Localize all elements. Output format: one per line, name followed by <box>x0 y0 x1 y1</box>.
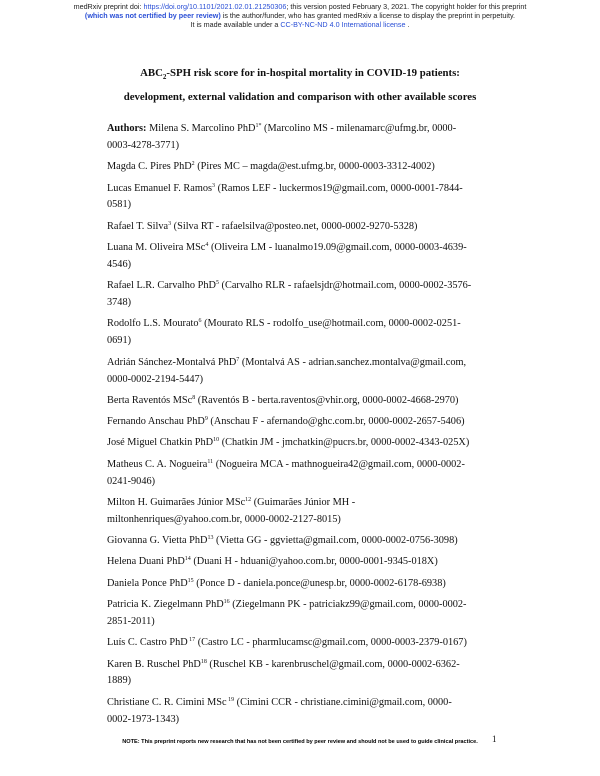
author-contact: (Marcolino MS - milenamarc@ufmg.br, 0000- <box>261 123 457 134</box>
author-name: Matheus C. A. Nogueira <box>107 458 208 470</box>
author-entry <box>107 597 502 631</box>
affiliation-number: 2 <box>191 161 195 168</box>
author-list <box>107 121 502 733</box>
author-contact: (Ruschel KB - karenbruschel@gmail.com, 0000-0002-6362- <box>206 658 460 670</box>
affiliation-number: 4 <box>205 242 209 248</box>
author-entry <box>107 181 502 215</box>
author-contact: (Guimarães Júnior MH - <box>251 496 356 508</box>
author-name: Rodolfo L.S. Mourato <box>107 318 199 330</box>
author-contact-cont: 0241-9046) <box>107 475 156 487</box>
author-name: Luís C. Castro PhD <box>107 637 188 649</box>
affiliation-number: 10 <box>213 437 220 444</box>
author-contact: (Silva RT - rafaelsilva@posteo.net, 0000-0002-9270-5328) <box>171 220 418 232</box>
author-contact: (Raventós B - berta.raventos@vhir.org, 0000-0002-4668-2970) <box>195 394 459 406</box>
author-contact-cont: 0581) <box>107 199 132 211</box>
author-name: Rafael L.R. Carvalho PhD <box>107 280 216 292</box>
affiliation-number: 14 <box>184 556 191 563</box>
author-contact: (Nogueira MCA - mathnogueira42@gmail.com, 0000-0002- <box>213 458 465 470</box>
affiliation-number: 11 <box>207 458 214 465</box>
author-contact: (Ramos LEF - luckermos19@gmail.com, 0000-0001-7844- <box>215 182 463 194</box>
affiliation-number: 16 <box>223 599 230 605</box>
author-name: Adrián Sánchez-Montalvá PhD <box>107 356 237 368</box>
author-contact-cont: 3748) <box>107 297 132 309</box>
author-contact: (Vietta GG - ggvietta@gmail.com, 0000-0002-0756-3098) <box>213 535 458 547</box>
authors-label: Authors: <box>107 123 147 134</box>
author-name: Giovanna G. Vietta PhD <box>107 535 208 547</box>
author-contact: (Chatkin JM - jmchatkin@pucrs.br, 0000-0002-4343-025X) <box>219 437 470 449</box>
author-entry <box>107 159 502 176</box>
title-line-2: development, external validation and comparison with other available scores <box>123 91 477 104</box>
author-name: Daniela Ponce PhD <box>107 577 188 589</box>
affiliation-number: 5 <box>215 280 219 287</box>
doi-link[interactable]: https://doi.org/10.1101/2021.02.01.21250306 <box>143 2 287 11</box>
header-line-2: (which was not certified by peer review) is the author/funder, who has granted medRxiv a license to display the preprint in perpetuity. <box>84 11 516 20</box>
author-entry <box>107 495 502 529</box>
author-entry <box>107 219 502 236</box>
header-line-3: It is made available under a CC-BY-NC-ND 4.0 International license . <box>190 20 410 29</box>
preprint-footer-note: NOTE: This preprint reports new research that has not been certified by peer review and should not be used to guide clinical practice. <box>122 739 478 745</box>
author-name: Milena S. Marcolino PhD <box>149 123 256 134</box>
author-contact: (Castro LC - pharmlucamsc@gmail.com, 0000-0003-2379-0167) <box>195 637 467 649</box>
affiliation-number: 1* <box>255 123 262 129</box>
author-entry <box>107 414 502 431</box>
affiliation-number: 7 <box>236 356 240 363</box>
affiliation-number: 12 <box>245 496 252 503</box>
author-entry <box>107 355 502 389</box>
affiliation-number: 3 <box>212 182 215 189</box>
author-name: Magda C. Pires PhD <box>107 161 192 173</box>
page-number: 1 <box>492 734 497 744</box>
author-entry <box>107 554 502 571</box>
author-contact: (Montalvá AS - adrian.sanchez.montalva@gmail.com, <box>239 356 467 368</box>
author-entry <box>107 121 502 155</box>
author-contact-cont: 0691) <box>107 335 132 347</box>
author-entry <box>107 278 502 312</box>
author-entry <box>107 695 502 729</box>
license-link[interactable]: CC-BY-NC-ND 4.0 International license <box>280 20 406 29</box>
author-name: José Miguel Chatkin PhD <box>107 437 214 449</box>
author-contact-cont: 0002-1973-1343) <box>107 713 180 725</box>
author-entry <box>107 576 502 593</box>
author-contact-cont: miltonhenriques@yahoo.com.br, 0000-0002-2127-8015) <box>107 513 341 525</box>
author-contact-cont: 0000-0002-2194-5447) <box>107 373 204 385</box>
author-name: Luana M. Oliveira MSc <box>107 242 206 253</box>
author-name: Patricia K. Ziegelmann PhD <box>107 599 224 610</box>
author-name: Berta Raventós MSc <box>107 394 193 406</box>
author-name: Karen B. Ruschel PhD <box>107 658 201 670</box>
author-entry <box>107 316 502 350</box>
author-contact: (Anschau F - afernando@ghc.com.br, 0000-0002-2657-5406) <box>207 416 465 428</box>
header-line-1: medRxiv preprint doi: https://doi.org/10.1101/2021.02.01.21250306; this version posted February 3, 2021. The copyright holder for this preprint <box>73 2 527 11</box>
affiliation-number: 8 <box>192 394 196 401</box>
author-contact: (Carvalho RLR - rafaelsjdr@hotmail.com, 0000-0002-3576- <box>218 280 472 292</box>
affiliation-number: 18 <box>200 658 207 665</box>
author-contact: (Ziegelmann PK - patriciakz99@gmail.com, 0000-0002- <box>229 599 467 610</box>
affiliation-number: 9 <box>204 416 208 423</box>
author-name: Rafael T. Silva <box>107 220 169 232</box>
author-entry <box>107 657 502 691</box>
author-entry <box>107 457 502 491</box>
author-contact: (Cimini CCR - christiane.cimini@gmail.com, 0000- <box>234 696 452 708</box>
author-contact-cont: 0003-4278-3771) <box>107 139 180 151</box>
author-contact-cont: 2851-2011) <box>107 615 155 627</box>
affiliation-number: 15 <box>187 577 194 584</box>
title-line-1: $ABC_2$-SPH risk score for in-hospital mortality in COVID-19 patients: <box>140 67 460 82</box>
paper-title <box>0 66 600 105</box>
author-contact: (Duani H - hduani@yahoo.com.br, 0000-0001-9345-018X) <box>190 556 438 568</box>
author-entry <box>107 533 502 550</box>
author-contact-cont: 1889) <box>107 675 132 687</box>
affiliation-number: 6 <box>198 318 202 325</box>
affiliation-number: 13 <box>207 535 214 542</box>
author-name: Milton H. Guimarães Júnior MSc <box>107 496 246 508</box>
author-name: Fernando Anschau PhD <box>107 416 205 428</box>
affiliation-number: 17 <box>187 637 196 644</box>
author-name: Helena Duani PhD <box>107 556 185 568</box>
author-entry <box>107 435 502 452</box>
preprint-header <box>0 2 600 29</box>
author-entry <box>107 393 502 410</box>
author-contact-cont: 4546) <box>107 258 132 270</box>
author-contact: (Oliveira LM - luanalmo19.09@gmail.com, 0000-0003-4639- <box>208 242 467 253</box>
author-contact: (Ponce D - daniela.ponce@unesp.br, 0000-0002-6178-6938) <box>193 577 446 589</box>
author-name: Lucas Emanuel F. Ramos <box>107 182 212 194</box>
author-entry <box>107 240 502 274</box>
author-contact: (Pires MC – magda@est.ufmg.br, 0000-0003-3312-4002) <box>194 161 435 173</box>
author-entry <box>107 635 502 652</box>
affiliation-number: 19 <box>226 696 235 703</box>
author-name: Christiane C. R. Cimini MSc <box>107 696 227 708</box>
author-contact: (Mourato RLS - rodolfo_use@hotmail.com, 0000-0002-0251- <box>201 318 461 330</box>
affiliation-number: 3 <box>168 220 172 227</box>
